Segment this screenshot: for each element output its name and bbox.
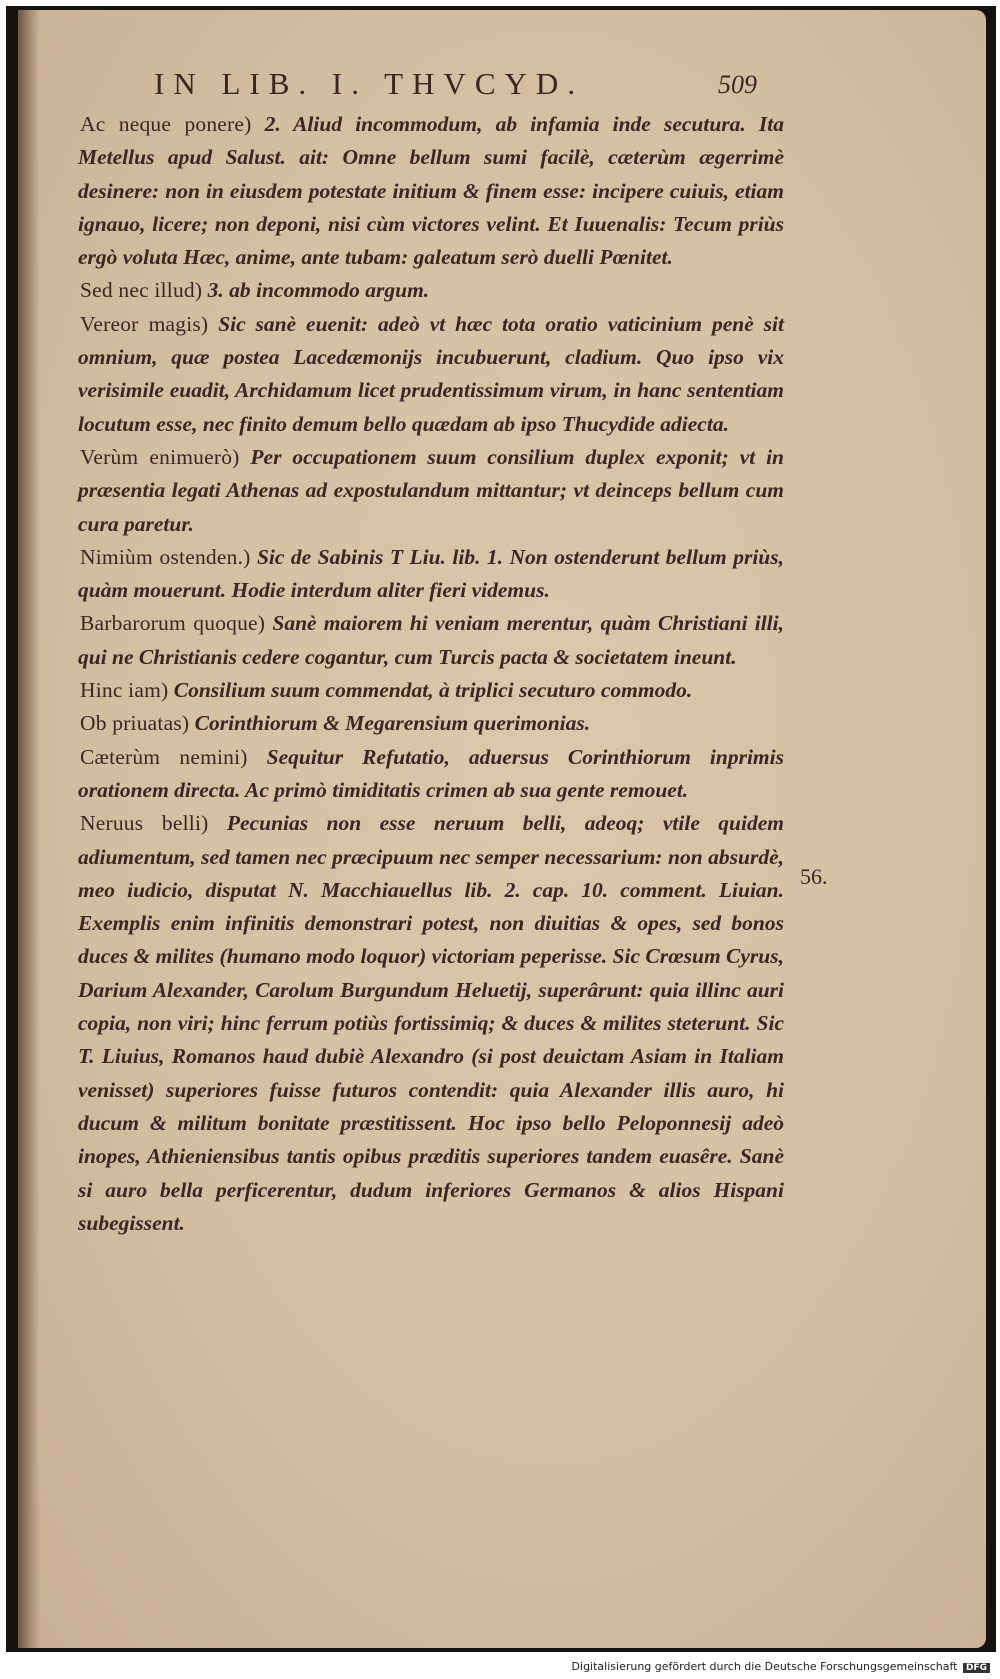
commentary-paragraph bbox=[78, 807, 784, 1240]
commentary-paragraph bbox=[78, 741, 784, 808]
margin-note: 56. bbox=[800, 864, 828, 889]
comment-text: Consilium suum commendat, à triplici secuturo commodo. bbox=[173, 678, 693, 703]
commentary-paragraph bbox=[78, 441, 784, 541]
comment-text: Sic sanè euenit: adeò vt hæc tota oratio vaticinium penè sit omnium, quæ postea Lacedæmonijs incubuerunt, cladium. Quo ipso vix verisimile euadit, Archidamum licet prudentissimum virum, in hanc sententiam locutum esse, nec finito demum bello quædam ab ipso Thucydide adiecta. bbox=[78, 311, 784, 436]
comment-text: Per occupationem suum consilium duplex exponit; vt in præsentia legati Athenas ad expostulandum mittantur; vt deinceps bellum cum cura paretur. bbox=[78, 444, 785, 536]
comment-text: Corinthiorum & Megarensium querimonias. bbox=[194, 711, 591, 736]
commentary-body bbox=[78, 108, 784, 1240]
running-head: IN LIB. I. THVCYD. bbox=[154, 66, 585, 101]
commentary-paragraph bbox=[78, 607, 784, 674]
commentary-paragraph bbox=[78, 308, 784, 441]
comment-text: Sic de Sabinis T Liu. lib. 1. Non ostenderunt bellum priùs, quàm mouerunt. Hodie interdum aliter fieri videmus. bbox=[78, 544, 784, 603]
page-gutter-shadow bbox=[18, 10, 40, 1648]
comment-text: 3. ab incommodo argum. bbox=[207, 278, 430, 303]
commentary-paragraph bbox=[78, 674, 784, 707]
lemma: Barbarorum quoque) bbox=[80, 611, 266, 636]
comment-text: 2. Aliud incommodum, ab infamia inde secutura. Ita Metellus apud Salust. ait: Omne bellum sumi facilè, cæterùm ægerrimè desinere: non in eiusdem potestate initium & finem esse: incipere cuiuis, etiam ignauo, licere; non deponi, nisi cùm victores velint. Et Iuuenalis: Tecum priùs ergò voluta Hæc, anime, ante tubam: galeatum serò duelli Pœnitet. bbox=[78, 112, 784, 270]
lemma: Vereor magis) bbox=[80, 311, 209, 336]
commentary-paragraph bbox=[78, 707, 784, 740]
footer-credit bbox=[572, 1660, 990, 1673]
page-header bbox=[0, 66, 1000, 106]
lemma: Ob priuatas) bbox=[80, 711, 190, 736]
lemma: Nimiùm ostenden.) bbox=[80, 544, 251, 569]
lemma: Ac neque ponere) bbox=[80, 112, 252, 136]
commentary-paragraph bbox=[78, 274, 784, 307]
comment-text: Sanè maiorem hi veniam merentur, quàm Christiani illi, qui ne Christianis cedere cogantur, cum Turcis pacta & societatem ineunt. bbox=[78, 611, 784, 669]
lemma: Cæterùm nemini) bbox=[80, 744, 248, 769]
page-number: 509 bbox=[718, 70, 757, 99]
comment-text: Sequitur Refutatio, aduersus Corinthiorum inprimis orationem directa. Ac primò timiditatis crimen ab sua gente remouet. bbox=[78, 744, 785, 802]
commentary-paragraph bbox=[78, 108, 784, 274]
lemma: Hinc iam) bbox=[80, 678, 169, 703]
lemma: Neruus belli) bbox=[80, 811, 209, 836]
dfg-logo: DFG bbox=[963, 1663, 990, 1673]
lemma: Verùm enimuerò) bbox=[80, 444, 240, 469]
footer-credit-text: Digitalisierung gefördert durch die Deutsche Forschungsgemeinschaft bbox=[571, 1660, 958, 1673]
comment-text: Pecunias non esse neruum belli, adeoq; vtile quidem adiumentum, sed tamen nec præcipuum nec semper necessarium: non absurdè, meo iudicio, disputat N. Macchiauellus lib. 2. cap. 10. comment. Liuian. Exemplis enim infinitis demonstrari potest, non diuitias & opes, sed bonos duces & milites (humano modo loquor) victoriam peperisse. Sic Crœsum Cyrus, Darium Alexander, Carolum Burgundum Heluetij, superârunt: quia illinc auri copia, non viri; hinc ferrum potiùs fortissimiq; & duces & milites steterunt. Sic T. Liuius, Romanos haud dubiè Alexandro (si post deuictam Asiam in Italiam venisset) superiores fuisse futuros contendit: quia Alexander illis auro, hi ducum & militum bonitate præstitissent. Hoc ipso bello Peloponnesij adeò inopes, Athieniensibus tantis opibus præditis superiores tandem euasêre. Sanè si auro bella perficerentur, dudum inferiores Germanos & alios Hispani subegissent. bbox=[78, 811, 784, 1235]
commentary-paragraph bbox=[78, 541, 784, 608]
lemma: Sed nec illud) bbox=[80, 278, 203, 303]
